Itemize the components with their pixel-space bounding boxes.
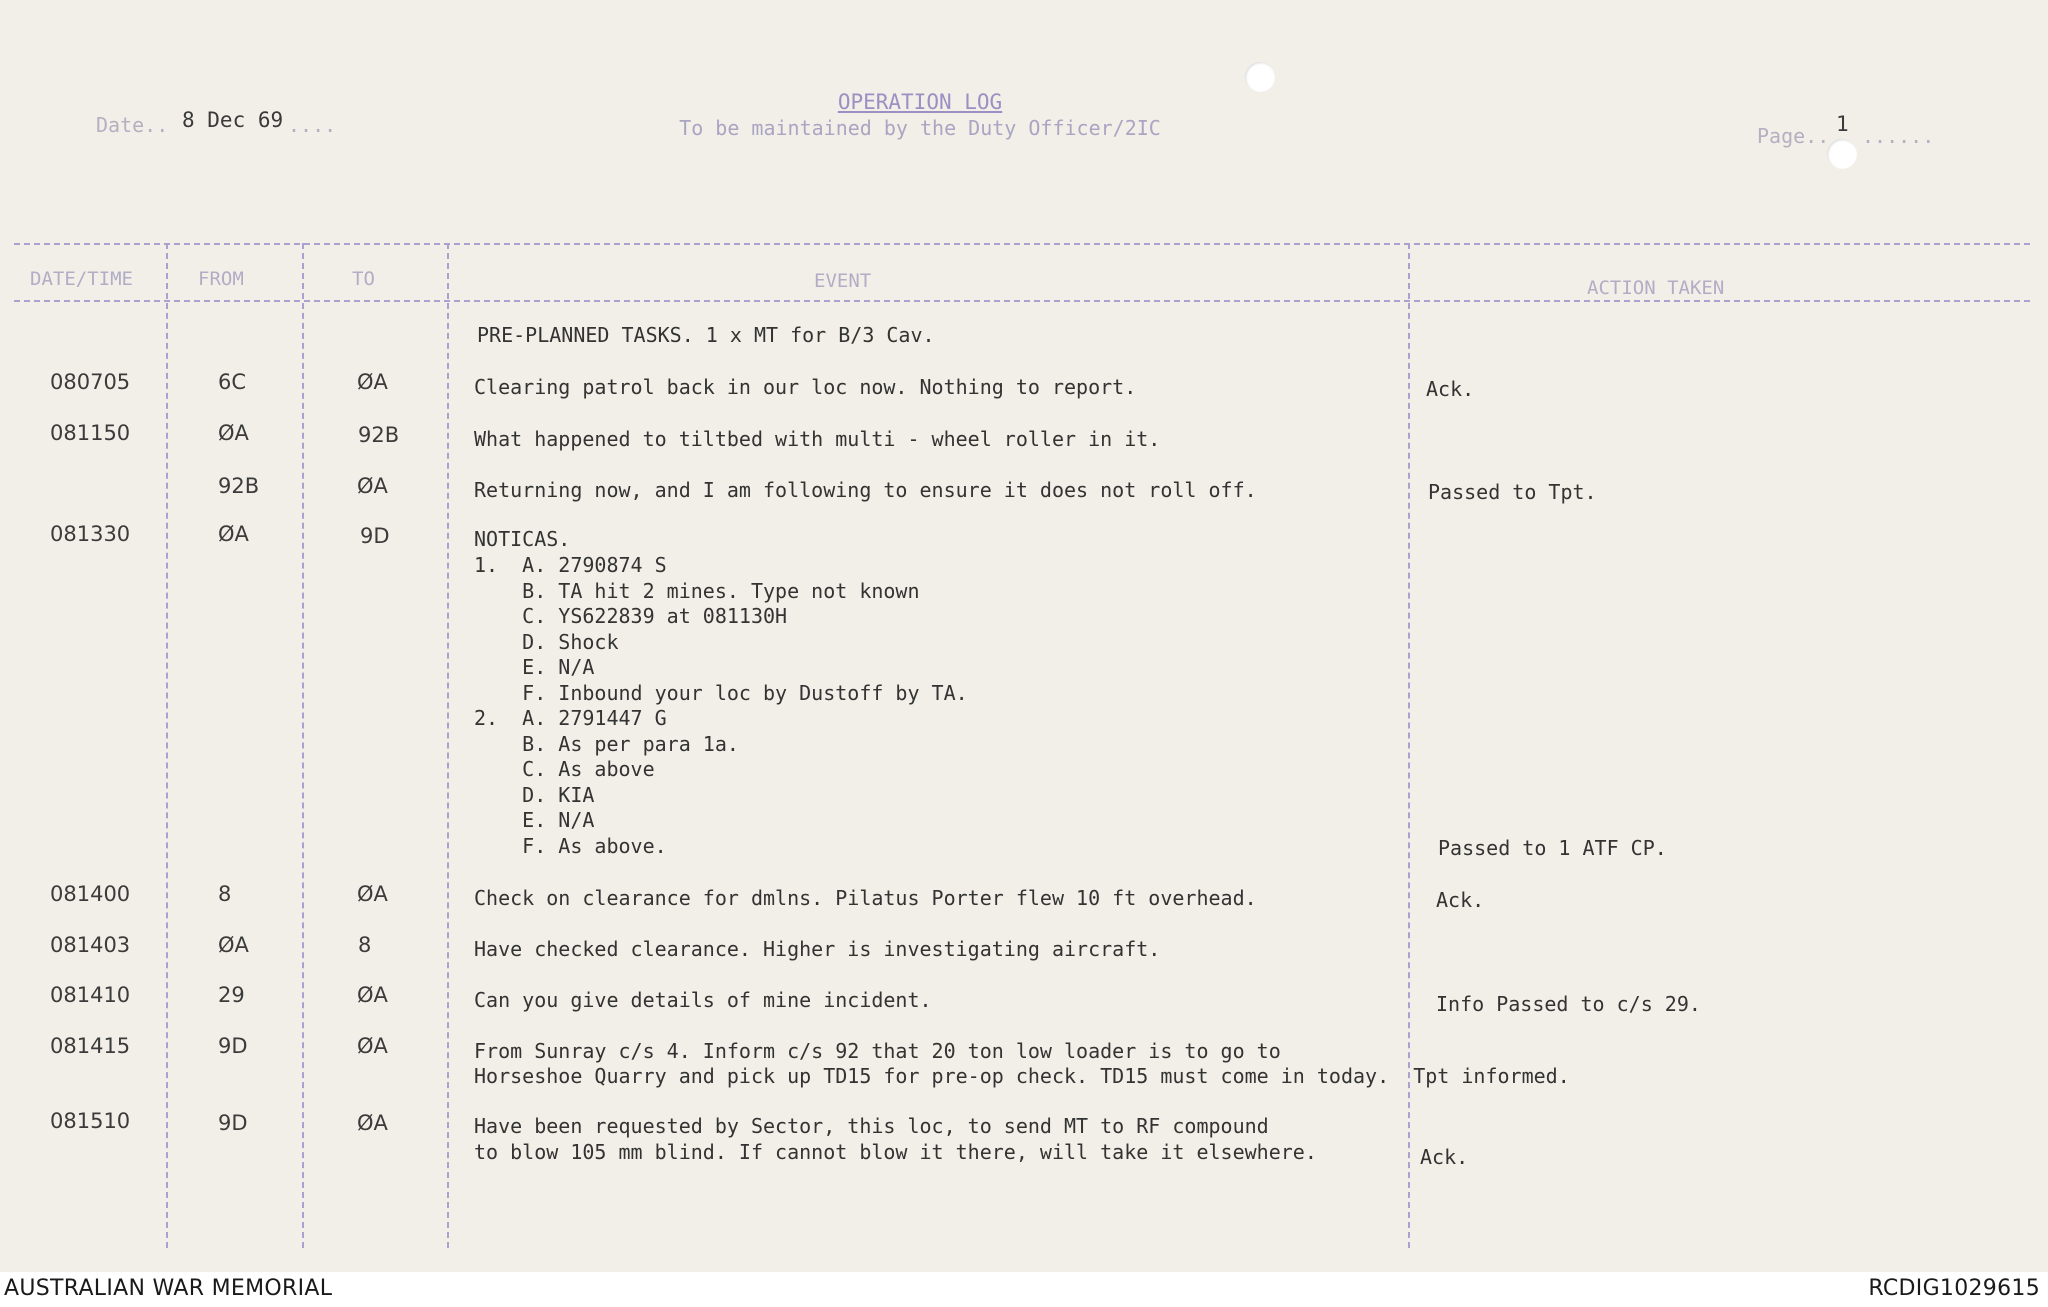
footer-reference: RCDIG1029615	[1868, 1276, 2040, 1301]
table-header-rule	[14, 300, 2030, 302]
punch-hole-top	[1245, 62, 1275, 92]
row-080705-from: 6C	[218, 370, 247, 394]
noticas-line: B. As per para 1a.	[474, 732, 739, 756]
preplanned-tasks: PRE-PLANNED TASKS. 1 x MT for B/3 Cav.	[477, 323, 935, 347]
row-081150b-from: 92B	[218, 474, 260, 498]
punch-hole-right	[1827, 139, 1857, 169]
noticas-line: F. Inbound your loc by Dustoff by TA.	[474, 681, 968, 705]
row-081510-to: ØA	[357, 1111, 388, 1135]
date-dots: ....	[288, 113, 337, 137]
page-title: OPERATION LOG	[837, 90, 1003, 114]
page-label: Page..	[1757, 124, 1830, 148]
row-081410-event: Can you give details of mine incident.	[474, 988, 932, 1012]
page-number: 1	[1836, 112, 1849, 136]
row-081510-datetime: 081510	[50, 1109, 131, 1133]
noticas-line: 2. A. 2791447 G	[474, 706, 667, 730]
row-081403-datetime: 081403	[50, 933, 131, 957]
row-081330-from: ØA	[218, 522, 249, 546]
noticas-line: B. TA hit 2 mines. Type not known	[474, 579, 920, 603]
noticas-line: C. As above	[474, 757, 655, 781]
column-header-action: ACTION TAKEN	[1587, 277, 1725, 299]
row-081150-from: ØA	[218, 421, 249, 445]
column-header-from: FROM	[198, 268, 244, 290]
row-081400-event: Check on clearance for dmlns. Pilatus Porter flew 10 ft overhead.	[474, 886, 1257, 910]
noticas-line: D. KIA	[474, 783, 595, 807]
row-081400-action: Ack.	[1436, 888, 1485, 912]
column-divider-2	[302, 243, 304, 1248]
row-081510-from: 9D	[218, 1111, 248, 1135]
row-081410-from: 29	[218, 983, 245, 1007]
row-081403-event: Have checked clearance. Higher is investigating aircraft.	[474, 937, 1161, 961]
column-header-datetime: DATE/TIME	[30, 268, 133, 290]
row-081415-datetime: 081415	[50, 1034, 131, 1058]
noticas-line: E. N/A	[474, 655, 595, 679]
row-081415-event-continued: Horseshoe Quarry and pick up TD15 for pre-op check. TD15 must come in today. Tpt informed.	[474, 1064, 1570, 1088]
row-081410-action: Info Passed to c/s 29.	[1436, 992, 1701, 1016]
row-081410-datetime: 081410	[50, 983, 131, 1007]
column-divider-1	[166, 243, 168, 1248]
row-081403-to: 8	[358, 933, 372, 957]
row-081150b-action: Passed to Tpt.	[1428, 480, 1597, 504]
row-080705-action: Ack.	[1426, 377, 1475, 401]
noticas-line: D. Shock	[474, 630, 619, 654]
row-081510-event: Have been requested by Sector, this loc, to send MT to RF compound	[474, 1114, 1269, 1138]
column-divider-3	[447, 243, 449, 1248]
row-081415-from: 9D	[218, 1034, 248, 1058]
column-divider-4	[1408, 243, 1410, 1248]
row-081330-event: NOTICAS.	[474, 527, 571, 551]
noticas-line: C. YS622839 at 081130H	[474, 604, 788, 628]
row-081410-to: ØA	[357, 983, 388, 1007]
noticas-line: F. As above.	[474, 834, 667, 858]
page-subtitle: To be maintained by the Duty Officer/2IC	[679, 116, 1161, 140]
column-header-event: EVENT	[814, 270, 872, 292]
column-header-to: TO	[352, 268, 375, 290]
row-081150-datetime: 081150	[50, 421, 131, 445]
noticas-line: E. N/A	[474, 808, 595, 832]
row-081330-datetime: 081330	[50, 522, 131, 546]
row-081330-to: 9D	[360, 524, 390, 548]
row-081400-datetime: 081400	[50, 882, 131, 906]
date-label: Date..	[96, 113, 169, 137]
row-080705-to: ØA	[357, 370, 388, 394]
footer-credit: AUSTRALIAN WAR MEMORIAL	[4, 1276, 333, 1301]
date-value: 8 Dec 69	[182, 108, 284, 132]
row-080705-datetime: 080705	[50, 370, 131, 394]
row-081150b-to: ØA	[357, 474, 388, 498]
page-dots: ......	[1862, 124, 1935, 148]
row-081150b-event: Returning now, and I am following to ensure it does not roll off.	[474, 478, 1257, 502]
row-081510-event-continued: to blow 105 mm blind. If cannot blow it there, will take it elsewhere.	[474, 1140, 1317, 1164]
row-081150-event: What happened to tiltbed with multi - wheel roller in it.	[474, 427, 1161, 451]
row-081400-to: ØA	[357, 882, 388, 906]
row-081415-to: ØA	[357, 1034, 388, 1058]
table-top-rule	[14, 243, 2030, 245]
row-080705-event: Clearing patrol back in our loc now. Nothing to report.	[474, 375, 1137, 399]
row-081510-action: Ack.	[1420, 1145, 1469, 1169]
row-081403-from: ØA	[218, 933, 249, 957]
row-081150-to: 92B	[358, 423, 400, 447]
noticas-line: 1. A. 2790874 S	[474, 553, 667, 577]
row-081415-event: From Sunray c/s 4. Inform c/s 92 that 20 ton low loader is to go to	[474, 1039, 1281, 1063]
row-081400-from: 8	[218, 882, 232, 906]
row-081330-action: Passed to 1 ATF CP.	[1438, 836, 1667, 860]
